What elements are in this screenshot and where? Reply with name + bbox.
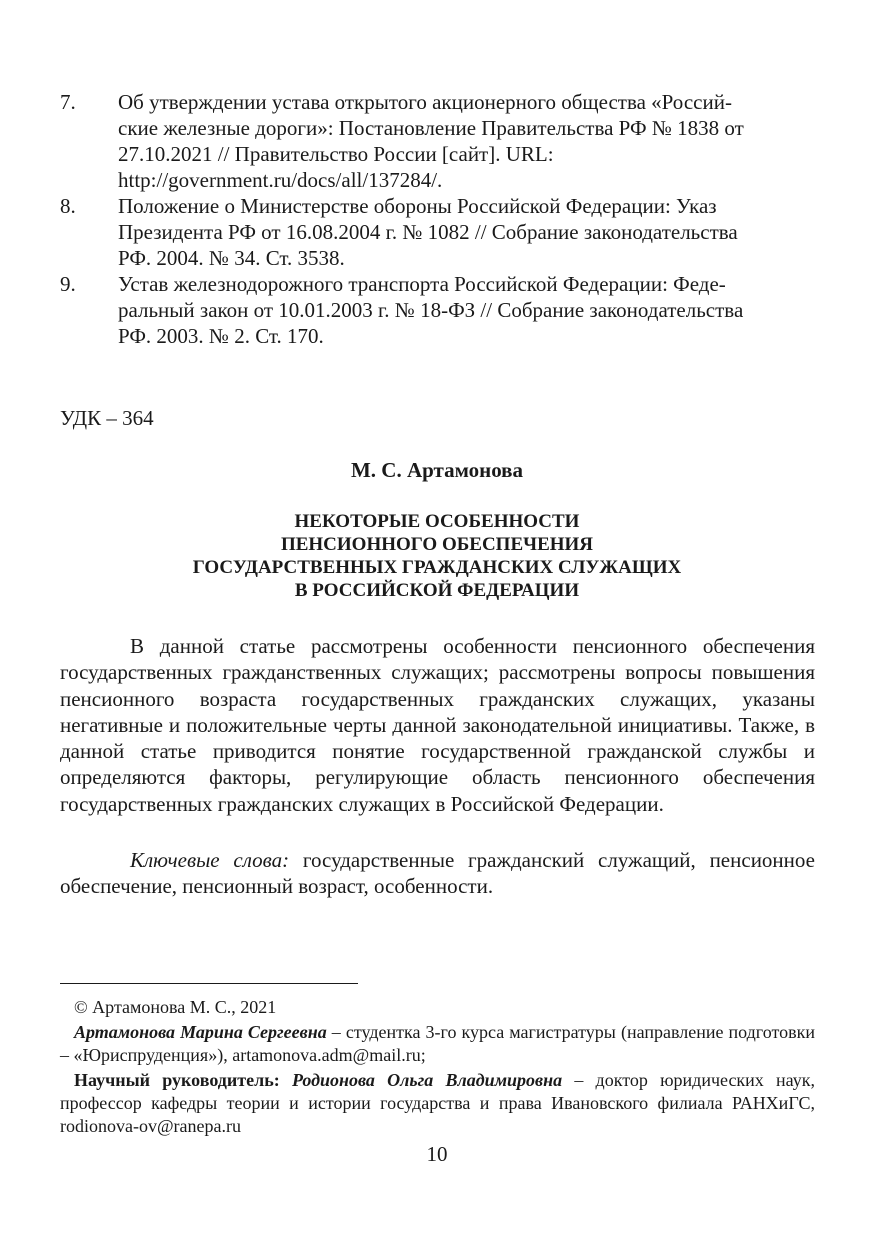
reference-text	[118, 193, 820, 271]
reference-line: РФ. 2004. № 34. Ст. 3538.	[118, 246, 345, 270]
reference-item	[60, 193, 820, 271]
article-title	[0, 510, 874, 602]
reference-line: ские железные дороги»: Постановление Правительства РФ № 1838 от	[118, 116, 744, 140]
abstract-paragraph: В данной статье рассмотрены особенности пенсионного обеспечения государственных гражданственных служащих; рассмотрены вопросы повышения пенсионного возраста государственных гражданских служащих, указаны негативные и положительные черты данной законодательной инициативы. Также, в данной статье приводится понятие государственной гражданской службы и определяются факторы, регулирующие область пенсионного обеспечения государственных гражданских служащих в Российской Федерации.	[60, 634, 815, 816]
reference-line: ральный закон от 10.01.2003 г. № 18-ФЗ // Собрание законодательства	[118, 298, 744, 322]
reference-text	[118, 89, 820, 193]
author-footnote	[60, 1021, 815, 1067]
reference-line: 27.10.2021 // Правительство России [сайт]. URL:	[118, 142, 554, 166]
footnote-divider	[60, 983, 358, 984]
title-line: ГОСУДАРСТВЕННЫХ ГРАЖДАНСКИХ СЛУЖАЩИХ	[192, 557, 682, 578]
reference-list	[60, 89, 820, 349]
reference-line: Президента РФ от 16.08.2004 г. № 1082 // Собрание законодательства	[118, 220, 738, 244]
keywords-text: государственные гражданский служащий, пенсионное обеспечение, пенсионный возраст, особенности.	[60, 848, 815, 899]
reference-line: Об утверждении устава открытого акционерного общества «Россий-	[118, 90, 732, 114]
title-line: НЕКОТОРЫЕ ОСОБЕННОСТИ	[294, 511, 580, 532]
author-full-name: Артамонова Марина Сергеевна	[74, 1022, 327, 1042]
reference-number: 9.	[60, 272, 76, 296]
reference-number: 7.	[60, 90, 76, 114]
page-number: 10	[426, 1142, 448, 1166]
author-info: – студентка 3-го курса магистратуры (направление подготовки – «Юриспруденция»), artamonova.adm@mail.ru;	[60, 1022, 815, 1065]
reference-item	[60, 271, 820, 349]
udk-code: УДК – 364	[60, 406, 154, 430]
supervisor-name: Родионова Ольга Владимировна	[279, 1070, 563, 1090]
reference-item	[60, 89, 820, 193]
keywords-paragraph	[60, 847, 815, 900]
reference-line: Положение о Министерстве обороны Российской Федерации: Указ	[118, 194, 717, 218]
supervisor-label: Научный руководитель:	[74, 1070, 280, 1090]
supervisor-footnote	[60, 1069, 815, 1138]
reference-number: 8.	[60, 194, 76, 218]
reference-line: Устав железнодорожного транспорта Российской Федерации: Феде-	[118, 272, 726, 296]
reference-text	[118, 271, 820, 349]
supervisor-info: – доктор юридических наук, профессор кафедры теории и истории государства и права Ивановского филиала РАНХиГС, rodionova-ov@ranepa.ru	[60, 1070, 815, 1136]
title-line: ПЕНСИОННОГО ОБЕСПЕЧЕНИЯ	[280, 534, 594, 555]
keywords-label: Ключевые слова:	[130, 848, 290, 872]
footnotes	[60, 996, 815, 1140]
copyright-line: © Артамонова М. С., 2021	[74, 997, 277, 1017]
title-line: В РОССИЙСКОЙ ФЕДЕРАЦИИ	[294, 580, 580, 601]
reference-line: http://government.ru/docs/all/137284/.	[118, 168, 443, 192]
reference-line: РФ. 2003. № 2. Ст. 170.	[118, 324, 324, 348]
article-author: М. С. Артамонова	[350, 458, 524, 482]
